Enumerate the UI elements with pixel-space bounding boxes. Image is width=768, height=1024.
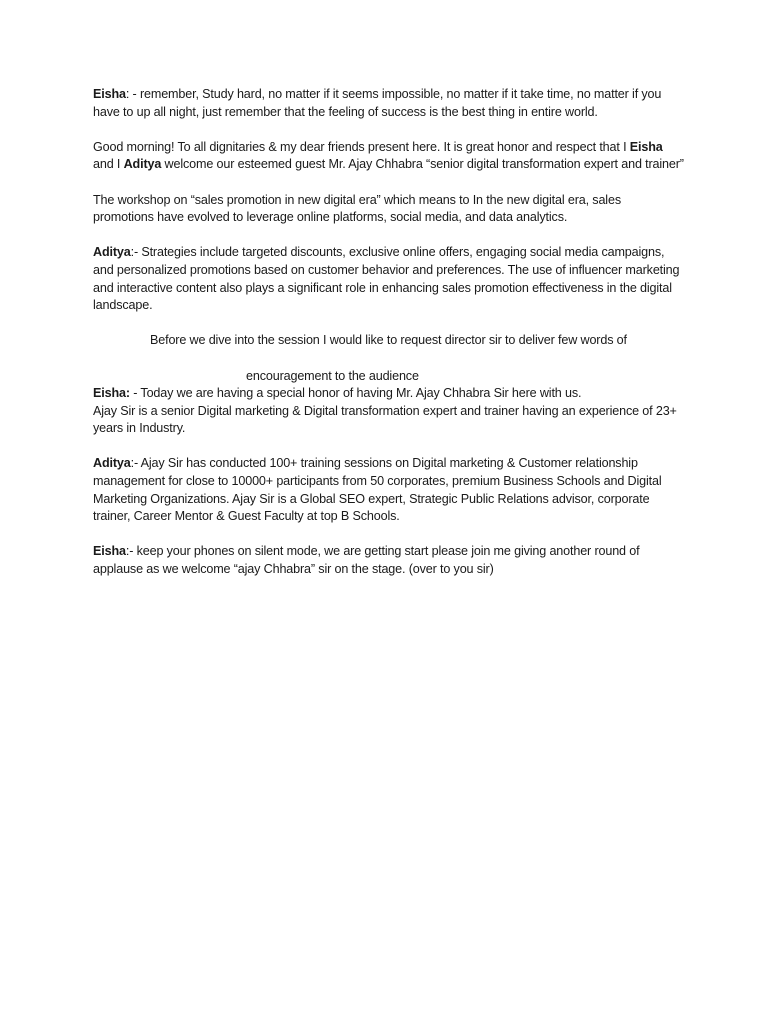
paragraph-text: :- keep your phones on silent mode, we are getting start please join me giving another round of applause as we welcome “ajay Chhabra” sir on the stage. (over to you sir) (93, 544, 640, 577)
speaker-name: Eisha (93, 87, 126, 101)
paragraph-text: Good morning! To all dignitaries & my dear friends present here. It is great honor and respect that I (93, 139, 630, 154)
paragraph-eisha-closing (93, 543, 685, 578)
speaker-name: Aditya (93, 245, 131, 260)
paragraph-aditya-strategies (93, 244, 685, 314)
paragraph-workshop (93, 192, 685, 227)
speaker-name: Eisha (93, 544, 126, 559)
paragraph-text: and I (93, 157, 124, 172)
document-page (93, 86, 685, 579)
speaker-name: Eisha: (93, 386, 130, 401)
paragraph-guest-bio (93, 403, 685, 438)
paragraph-text: :- Ajay Sir has conducted 100+ training sessions on Digital marketing & Customer relationship management for close to 10000+ participants from 50 corporates, premium Business Schools and Digital Marketing Organizations. Ajay Sir is a Global SEO expert, Strategic Public Relations advisor, corporate trainer, Career Mentor & Guest Faculty at top B Schools. (93, 456, 662, 524)
paragraph-welcome (93, 139, 685, 174)
speaker-name: Eisha (629, 139, 663, 154)
paragraph-text: The workshop on “sales promotion in new digital era” which means to In the new digital era, sales promotions have evolved to leverage online platforms, social media, and data analytics. (93, 192, 621, 225)
paragraph-aditya-bio (93, 455, 685, 525)
paragraph-text: encouragement to the audience (246, 368, 419, 383)
paragraph-text: :- Strategies include targeted discounts, exclusive online offers, engaging social media campaigns, and personalized promotions based on customer behavior and preferences. The use of influencer marketing and interactive content also plays a significant role in enhancing sales promotion effectiveness in the digital landscape. (93, 245, 680, 313)
speaker-name: Aditya (123, 157, 162, 172)
paragraph-text: welcome our esteemed guest Mr. Ajay Chhabra “senior digital transformation expert and trainer” (161, 157, 684, 172)
paragraph-director-request (93, 332, 685, 350)
paragraph-eisha-honor (93, 385, 685, 403)
paragraph-text: Ajay Sir is a senior Digital marketing & Digital transformation expert and trainer having an experience of 23+ years in Industry. (93, 403, 677, 436)
paragraph-text: Before we dive into the session I would like to request director sir to deliver few words of (150, 333, 627, 348)
paragraph-text: : - remember, Study hard, no matter if it seems impossible, no matter if it take time, no matter if you have to up all night, just remember that the feeling of success is the best thing in entire world. (93, 87, 662, 119)
paragraph-text: - Today we are having a special honor of having Mr. Ajay Chhabra Sir here with us. (129, 386, 582, 401)
speaker-name: Aditya (93, 456, 131, 471)
paragraph-director-request-cont (93, 368, 685, 386)
paragraph-eisha-opening (93, 86, 685, 121)
